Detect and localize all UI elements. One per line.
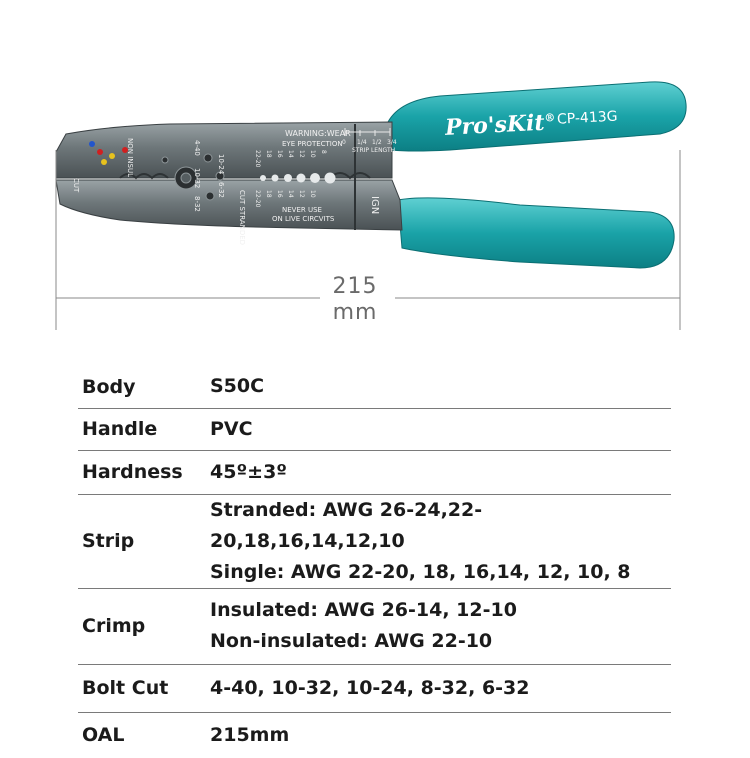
bolt-size-label: 8-32 <box>193 196 201 212</box>
spec-label: Handle <box>78 408 210 450</box>
spec-label: Bolt Cut <box>78 664 210 712</box>
stranded-gauge-label: 14 <box>287 190 294 198</box>
marking-strip-length: STRIP LENGTH <box>352 147 396 154</box>
spec-value: 45º±3º <box>210 460 288 483</box>
marking-warning: WARNING:WEAR <box>285 129 351 138</box>
solid-gauge-label: 18 <box>265 150 272 158</box>
strip-tick-label: 0 <box>342 139 346 146</box>
spec-value: Stranded: AWG 26-24,22-20,18,16,14,12,10 <box>210 498 483 552</box>
spec-value: PVC <box>210 417 253 440</box>
spec-value: 4-40, 10-32, 10-24, 8-32, 6-32 <box>210 676 530 699</box>
spec-label: Crimp <box>78 588 210 664</box>
solid-gauge-label: 16 <box>276 150 283 158</box>
bolt-size-label: 10-32 <box>193 168 201 189</box>
dimension-value: 215 <box>332 274 378 299</box>
spec-row-strip <box>78 494 671 588</box>
stranded-gauge-label: 10 <box>309 190 316 198</box>
marking-cut-stranded: CUT STRANDED <box>238 190 246 246</box>
marking-never-use: ON LIVE CIRCVITS <box>272 215 335 223</box>
bolt-size-label: 4-40 <box>193 140 201 156</box>
strip-tick-label: 3/4 <box>387 139 397 146</box>
spec-table <box>78 366 671 758</box>
lower-handle <box>398 198 674 268</box>
product-figure <box>0 0 750 345</box>
spec-label: OAL <box>82 724 125 747</box>
spec-value: 215mm <box>210 723 290 746</box>
brand-logo: Pro'sKit® <box>444 109 556 141</box>
stranded-gauge-label: 22-20 <box>254 190 261 208</box>
bolt-size-label: 6-32 <box>217 182 225 198</box>
marking-cut: CUT <box>72 178 80 193</box>
spec-value: Non-insulated: AWG 22-10 <box>210 630 493 652</box>
solid-gauge-label: 22-20 <box>254 150 261 168</box>
dimension-unit: mm <box>332 300 378 325</box>
spec-row-crimp <box>78 588 671 664</box>
solid-gauge-label: 8 <box>320 150 327 154</box>
stranded-gauge-label: 16 <box>276 190 283 198</box>
strip-tick-label: 1/4 <box>357 139 367 146</box>
spec-row-handle <box>78 408 671 450</box>
spec-label: Strip <box>78 494 210 588</box>
spec-value: S50C <box>210 375 265 398</box>
solid-gauge-label: 12 <box>298 150 305 158</box>
model-number: CP-413G <box>556 108 618 128</box>
spec-row-hardness <box>78 450 671 494</box>
bolt-size-label: 10-24 <box>217 154 225 175</box>
spec-label: Hardness <box>78 450 210 494</box>
spec-row-bolt-cut <box>78 664 671 712</box>
strip-tick-label: 1/2 <box>372 139 382 146</box>
solid-gauge-label: 10 <box>309 150 316 158</box>
solid-gauge-label: 14 <box>287 150 294 158</box>
spec-value: Single: AWG 22-20, 18, 16,14, 12, 10, 8 <box>210 560 631 583</box>
marking-non-insul: NON INSUL <box>126 138 134 177</box>
marking-warning: EYE PROTECTION <box>282 140 343 148</box>
marking-ign: IGN <box>369 196 380 215</box>
spec-value: Insulated: AWG 26-14, 12-10 <box>210 599 517 621</box>
spec-row-body <box>78 366 671 408</box>
stranded-gauge-label: 18 <box>265 190 272 198</box>
spec-label: Body <box>78 366 210 408</box>
spec-row-oal <box>78 712 671 758</box>
marking-never-use: NEVER USE <box>282 206 322 214</box>
stranded-gauge-label: 12 <box>298 190 305 198</box>
